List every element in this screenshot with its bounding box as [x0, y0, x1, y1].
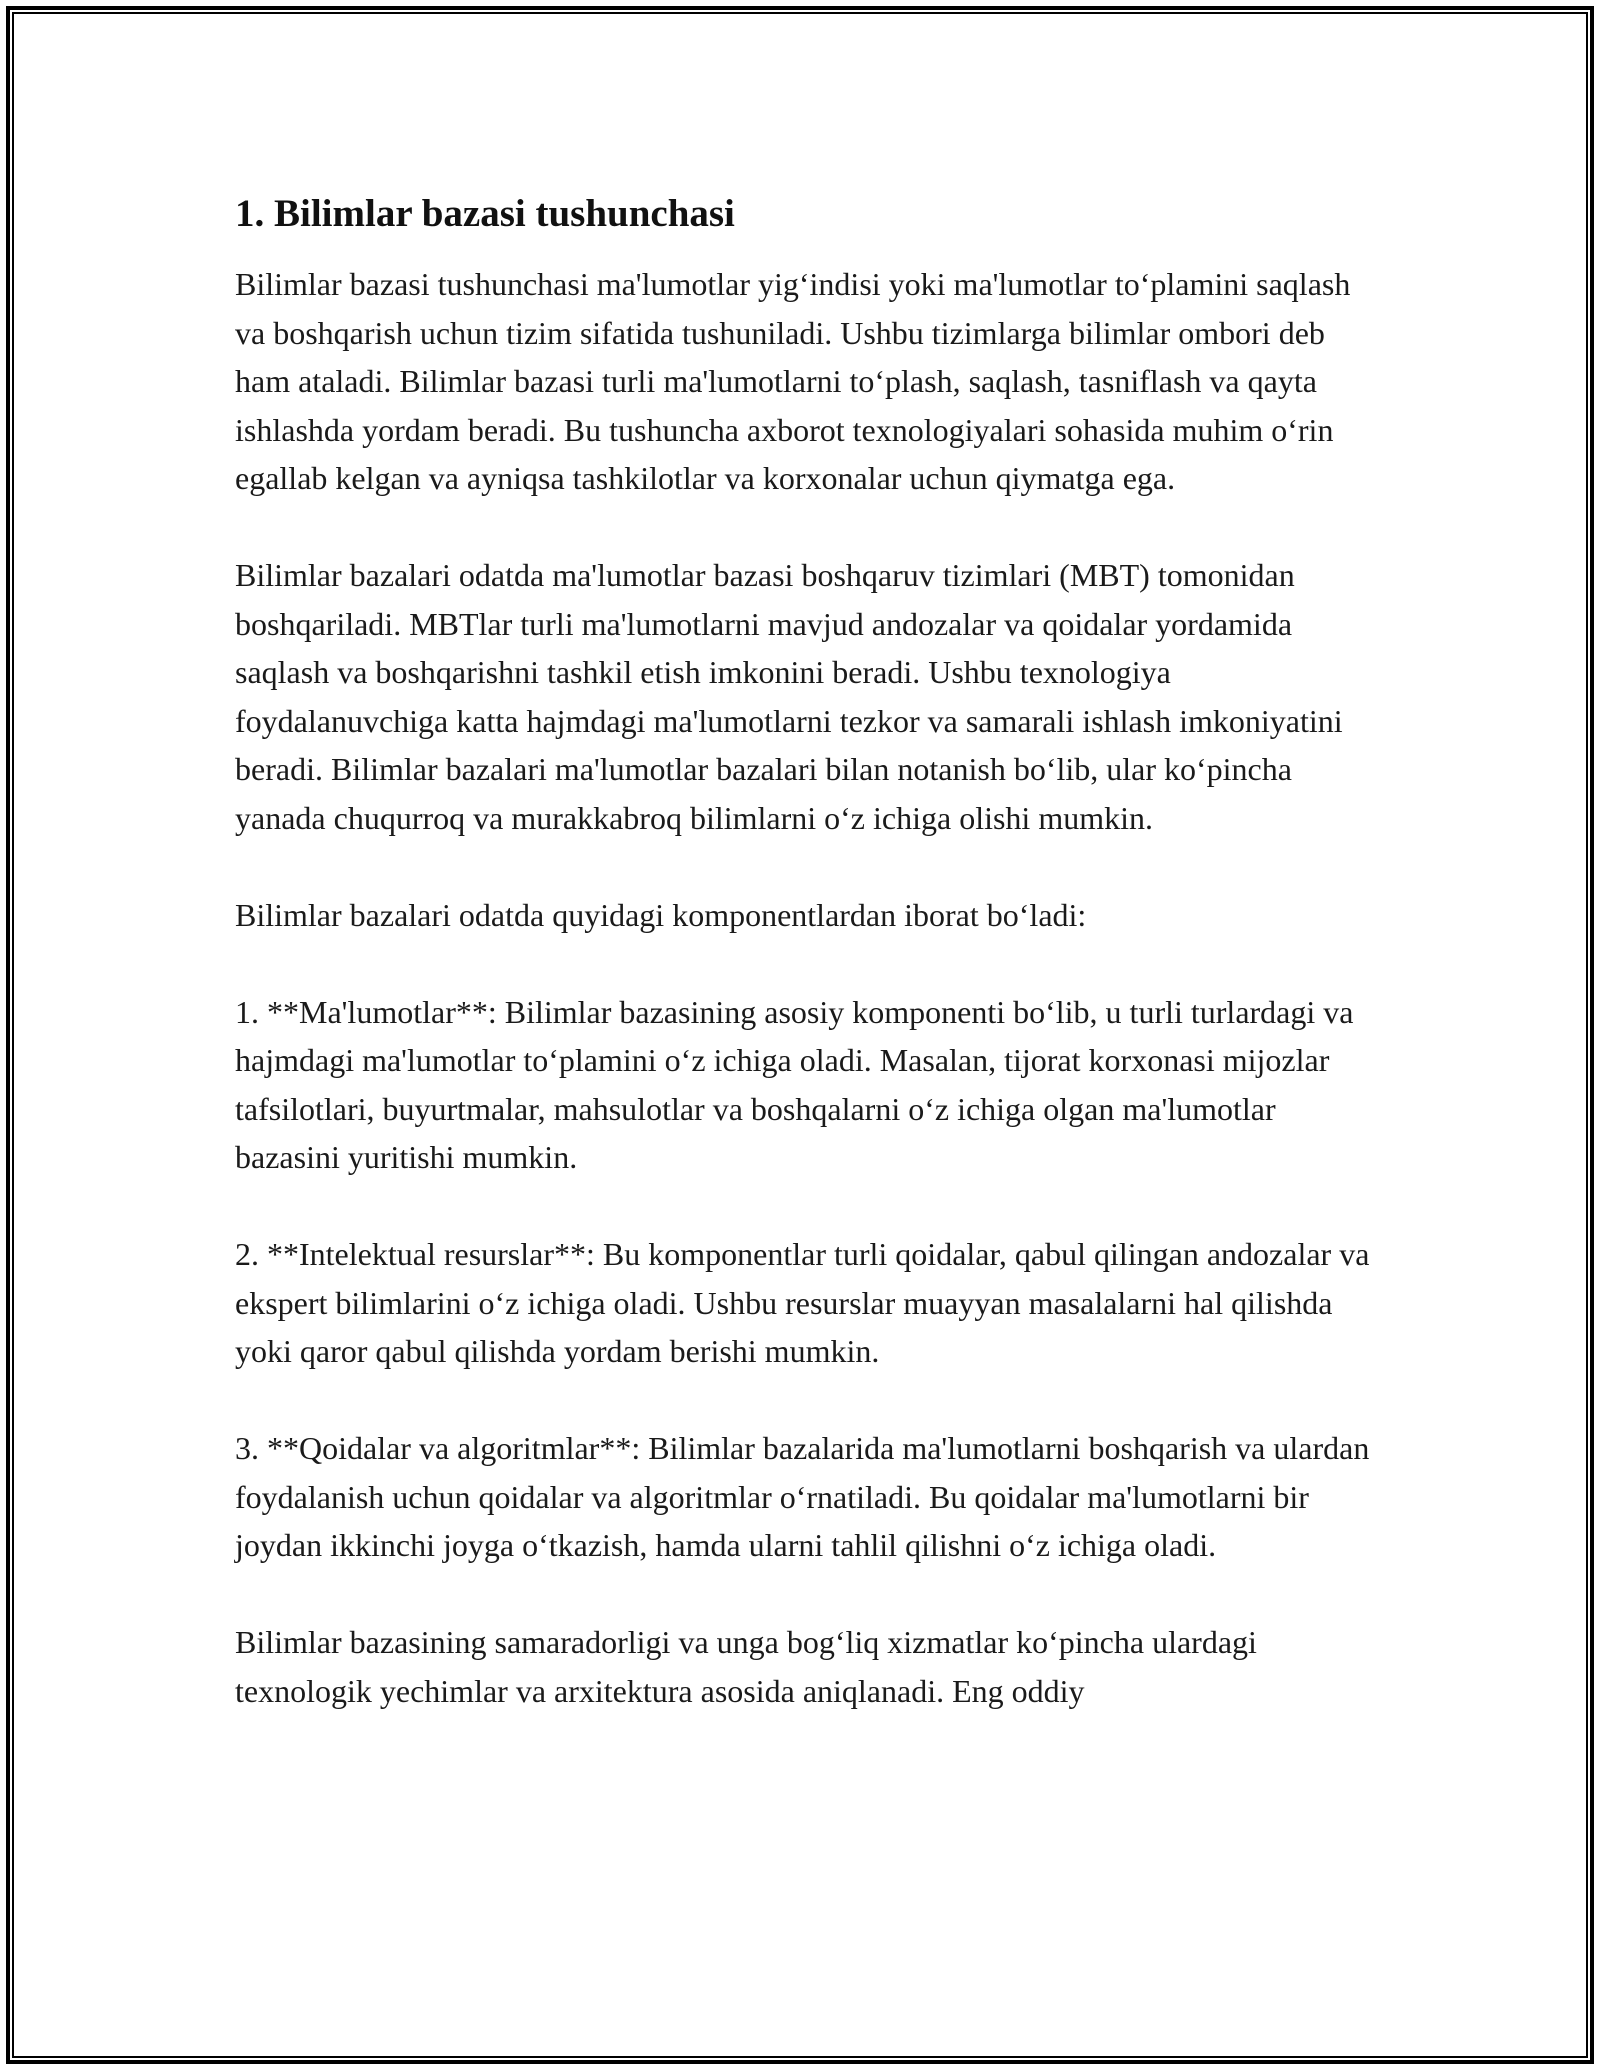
section-heading: 1. Bilimlar bazasi tushunchasi [235, 192, 735, 235]
paragraph-mbt: Bilimlar bazalari odatda ma'lumotlar bazasi boshqaruv tizimlari (MBT) tomonidan boshqariladi. MBTlar turli ma'lumotlarni mavjud andozalar va qoidalar yordamida saqlash va boshqarishni tashkil etish imkonini beradi. Ushbu texnologiya foydalanuvchiga katta hajmdagi ma'lumotlarni tezkor va samarali ishlash imkoniyatini beradi. Bilimlar bazalari ma'lumotlar bazalari bilan notanish bo‘lib, ular ko‘pincha yanada chuqurroq va murakkabroq bilimlarni o‘z ichiga olishi mumkin. [235, 557, 1343, 836]
document-body [235, 188, 1375, 1715]
paragraph-components-intro: Bilimlar bazalari odatda quyidagi komponentlardan iborat bo‘ladi: [235, 896, 1087, 933]
paragraph-efficiency: Bilimlar bazasining samaradorligi va unga bog‘liq xizmatlar ko‘pincha ulardagi texnologik yechimlar va arxitektura asosida aniqlanadi. Eng oddiy [235, 1624, 1257, 1709]
paragraph-intro: Bilimlar bazasi tushunchasi ma'lumotlar yig‘indisi yoki ma'lumotlar to‘plamini saqlash va boshqarish uchun tizim sifatida tushuniladi. Ushbu tizimlarga bilimlar ombori deb ham ataladi. Bilimlar bazasi turli ma'lumotlarni to‘plash, saqlash, tasniflash va qayta ishlashda yordam beradi. Bu tushuncha axborot texnologiyalari sohasida muhim o‘rin egallab kelgan va ayniqsa tashkilotlar va korxonalar uchun qiymatga ega. [235, 266, 1351, 496]
list-item-rules-algorithms: 3. **Qoidalar va algoritmlar**: Bilimlar bazalarida ma'lumotlarni boshqarish va ulardan foydalanish uchun qoidalar va algoritmlar o‘rnatiladi. Bu qoidalar ma'lumotlarni bir joydan ikkinchi joyga o‘tkazish, hamda ularni tahlil qilishni o‘z ichiga oladi. [235, 1430, 1370, 1563]
list-item-intellectual-resources: 2. **Intelektual resurslar**: Bu komponentlar turli qoidalar, qabul qilingan andozalar va ekspert bilimlarini o‘z ichiga oladi. Ushbu resurslar muayyan masalalarni hal qilishda yoki qaror qabul qilishda yordam berishi mumkin. [235, 1236, 1370, 1369]
list-item-data: 1. **Ma'lumotlar**: Bilimlar bazasining asosiy komponenti bo‘lib, u turli turlardagi va hajmdagi ma'lumotlar to‘plamini o‘z ichiga oladi. Masalan, tijorat korxonasi mijozlar tafsilotlari, buyurtmalar, mahsulotlar va boshqalarni o‘z ichiga olgan ma'lumotlar bazasini yuritishi mumkin. [235, 993, 1354, 1175]
